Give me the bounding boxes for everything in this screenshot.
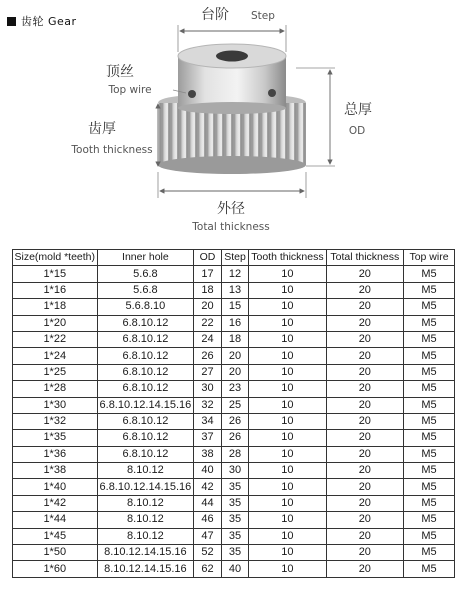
table-cell: 6.8.10.12: [97, 348, 194, 364]
table-cell: M5: [404, 315, 455, 331]
table-cell: 27: [194, 364, 221, 380]
table-cell: M5: [404, 446, 455, 462]
table-row: [13, 545, 455, 561]
table-cell: 20: [326, 512, 403, 528]
table-cell: 22: [194, 315, 221, 331]
table-cell: 1*40: [13, 479, 98, 495]
table-cell: 1*18: [13, 299, 98, 315]
table-cell: 6.8.10.12.14.15.16: [97, 397, 194, 413]
table-cell: 32: [194, 397, 221, 413]
total-label-en: Total thickness: [192, 221, 270, 233]
table-cell: 1*20: [13, 315, 98, 331]
table-cell: 24: [194, 331, 221, 347]
column-header: Inner hole: [97, 250, 194, 266]
table-cell: 10: [249, 381, 326, 397]
table-cell: 10: [249, 299, 326, 315]
table-cell: 38: [194, 446, 221, 462]
table-cell: M5: [404, 397, 455, 413]
table-cell: M5: [404, 528, 455, 544]
table-cell: 1*24: [13, 348, 98, 364]
table-cell: 52: [194, 545, 221, 561]
table-row: [13, 446, 455, 462]
table-cell: 6.8.10.12: [97, 413, 194, 429]
table-cell: 10: [249, 528, 326, 544]
table-cell: 1*16: [13, 282, 98, 298]
table-cell: 1*30: [13, 397, 98, 413]
table-cell: 20: [326, 430, 403, 446]
table-cell: 20: [326, 495, 403, 511]
table-cell: 8.10.12: [97, 512, 194, 528]
table-cell: 10: [249, 495, 326, 511]
table-cell: 46: [194, 512, 221, 528]
step-label-cn: 台阶: [201, 7, 229, 23]
table-cell: M5: [404, 430, 455, 446]
step-label-en: Step: [251, 10, 275, 22]
od-label-cn: 总厚: [344, 102, 372, 118]
table-row: [13, 495, 455, 511]
table-cell: 1*60: [13, 561, 98, 577]
table-cell: M5: [404, 381, 455, 397]
table-cell: 18: [221, 331, 248, 347]
table-row: [13, 348, 455, 364]
table-row: [13, 282, 455, 298]
table-cell: 20: [221, 348, 248, 364]
table-row: [13, 315, 455, 331]
table-cell: 1*50: [13, 545, 98, 561]
column-header: Total thickness: [326, 250, 403, 266]
column-header: Top wire: [404, 250, 455, 266]
table-cell: 8.10.12.14.15.16: [97, 545, 194, 561]
table-cell: 8.10.12: [97, 463, 194, 479]
table-cell: 10: [249, 446, 326, 462]
table-cell: 26: [221, 430, 248, 446]
table-cell: 35: [221, 495, 248, 511]
table-cell: M5: [404, 299, 455, 315]
table-cell: 6.8.10.12: [97, 315, 194, 331]
table-cell: 1*42: [13, 495, 98, 511]
table-cell: 35: [221, 479, 248, 495]
table-cell: M5: [404, 479, 455, 495]
table-row: [13, 364, 455, 380]
table-cell: 20: [326, 299, 403, 315]
table-row: [13, 331, 455, 347]
section-title: 齿轮 Gear: [21, 15, 77, 28]
table-cell: 20: [326, 528, 403, 544]
table-cell: 12: [221, 266, 248, 282]
table-body: [13, 266, 455, 577]
table-cell: 5.6.8: [97, 266, 194, 282]
table-cell: M5: [404, 266, 455, 282]
table-cell: 1*38: [13, 463, 98, 479]
table-cell: 18: [194, 282, 221, 298]
table-cell: 6.8.10.12: [97, 430, 194, 446]
table-cell: 20: [326, 282, 403, 298]
table-cell: 26: [221, 413, 248, 429]
table-cell: 10: [249, 512, 326, 528]
table-cell: M5: [404, 348, 455, 364]
table-cell: 20: [326, 381, 403, 397]
table-cell: 1*15: [13, 266, 98, 282]
tooth-label-cn: 齿厚: [88, 121, 116, 137]
table-row: [13, 463, 455, 479]
table-cell: 25: [221, 397, 248, 413]
table-cell: 20: [326, 266, 403, 282]
table-cell: M5: [404, 512, 455, 528]
table-row: [13, 299, 455, 315]
table-cell: 35: [221, 545, 248, 561]
table-row: [13, 512, 455, 528]
table-row: [13, 381, 455, 397]
table-cell: 8.10.12: [97, 528, 194, 544]
table-cell: 10: [249, 479, 326, 495]
column-header: Size(mold *teeth): [13, 250, 98, 266]
table-cell: M5: [404, 413, 455, 429]
table-cell: 1*22: [13, 331, 98, 347]
table-cell: 10: [249, 282, 326, 298]
column-header: OD: [194, 250, 221, 266]
gear-diagram: [0, 0, 466, 240]
table-cell: 44: [194, 495, 221, 511]
table-cell: 1*32: [13, 413, 98, 429]
table-cell: 20: [326, 348, 403, 364]
table-cell: 20: [326, 561, 403, 577]
table-cell: 17: [194, 266, 221, 282]
top-wire-label-en: Top wire: [108, 84, 152, 96]
table-cell: 8.10.12: [97, 495, 194, 511]
table-row: [13, 479, 455, 495]
table-cell: 20: [326, 545, 403, 561]
table-cell: 1*36: [13, 446, 98, 462]
table-cell: M5: [404, 331, 455, 347]
table-cell: 37: [194, 430, 221, 446]
top-wire-label-cn: 顶丝: [106, 64, 134, 80]
table-header-row: [13, 250, 455, 266]
total-label-cn: 外径: [217, 201, 245, 217]
column-header: Step: [221, 250, 248, 266]
table-cell: 20: [326, 331, 403, 347]
table-cell: M5: [404, 495, 455, 511]
table-cell: 35: [221, 528, 248, 544]
table-cell: 10: [249, 545, 326, 561]
table-cell: 28: [221, 446, 248, 462]
table-cell: 1*45: [13, 528, 98, 544]
table-cell: 1*44: [13, 512, 98, 528]
table-cell: 10: [249, 331, 326, 347]
table-cell: 10: [249, 561, 326, 577]
table-cell: M5: [404, 463, 455, 479]
table-cell: 10: [249, 364, 326, 380]
table-cell: M5: [404, 545, 455, 561]
table-cell: 30: [194, 381, 221, 397]
table-cell: 5.6.8.10: [97, 299, 194, 315]
table-cell: 20: [326, 446, 403, 462]
table-cell: 10: [249, 397, 326, 413]
table-cell: 30: [221, 463, 248, 479]
table-cell: 1*25: [13, 364, 98, 380]
table-cell: 40: [221, 561, 248, 577]
table-cell: 8.10.12.14.15.16: [97, 561, 194, 577]
table-cell: 62: [194, 561, 221, 577]
spec-table: [12, 249, 455, 578]
table-cell: 10: [249, 315, 326, 331]
table-cell: 20: [326, 413, 403, 429]
table-cell: 10: [249, 413, 326, 429]
table-cell: 1*28: [13, 381, 98, 397]
table-row: [13, 528, 455, 544]
table-cell: M5: [404, 561, 455, 577]
table-cell: 35: [221, 512, 248, 528]
table-cell: 20: [326, 364, 403, 380]
table-row: [13, 561, 455, 577]
table-cell: 20: [326, 463, 403, 479]
table-cell: 20: [326, 397, 403, 413]
column-header: Tooth thickness: [249, 250, 326, 266]
table-cell: 16: [221, 315, 248, 331]
table-cell: 6.8.10.12: [97, 446, 194, 462]
table-cell: 47: [194, 528, 221, 544]
table-cell: 20: [326, 315, 403, 331]
table-cell: 26: [194, 348, 221, 364]
table-cell: 10: [249, 430, 326, 446]
tooth-label-en: Tooth thickness: [71, 144, 153, 156]
table-cell: 42: [194, 479, 221, 495]
table-cell: 10: [249, 463, 326, 479]
table-cell: 6.8.10.12: [97, 364, 194, 380]
table-cell: M5: [404, 282, 455, 298]
table-cell: 6.8.10.12: [97, 331, 194, 347]
table-cell: 20: [326, 479, 403, 495]
table-row: [13, 430, 455, 446]
table-cell: 5.6.8: [97, 282, 194, 298]
table-cell: 10: [249, 348, 326, 364]
table-cell: M5: [404, 364, 455, 380]
table-cell: 6.8.10.12: [97, 381, 194, 397]
gear-hub: [178, 44, 286, 114]
table-cell: 20: [221, 364, 248, 380]
table-cell: 6.8.10.12.14.15.16: [97, 479, 194, 495]
table-cell: 15: [221, 299, 248, 315]
table-row: [13, 266, 455, 282]
table-cell: 23: [221, 381, 248, 397]
table-cell: 10: [249, 266, 326, 282]
table-cell: 1*35: [13, 430, 98, 446]
od-label-en: OD: [348, 125, 366, 137]
table-cell: 40: [194, 463, 221, 479]
table-cell: 34: [194, 413, 221, 429]
table-row: [13, 413, 455, 429]
table-cell: 13: [221, 282, 248, 298]
table-cell: 20: [194, 299, 221, 315]
table-row: [13, 397, 455, 413]
